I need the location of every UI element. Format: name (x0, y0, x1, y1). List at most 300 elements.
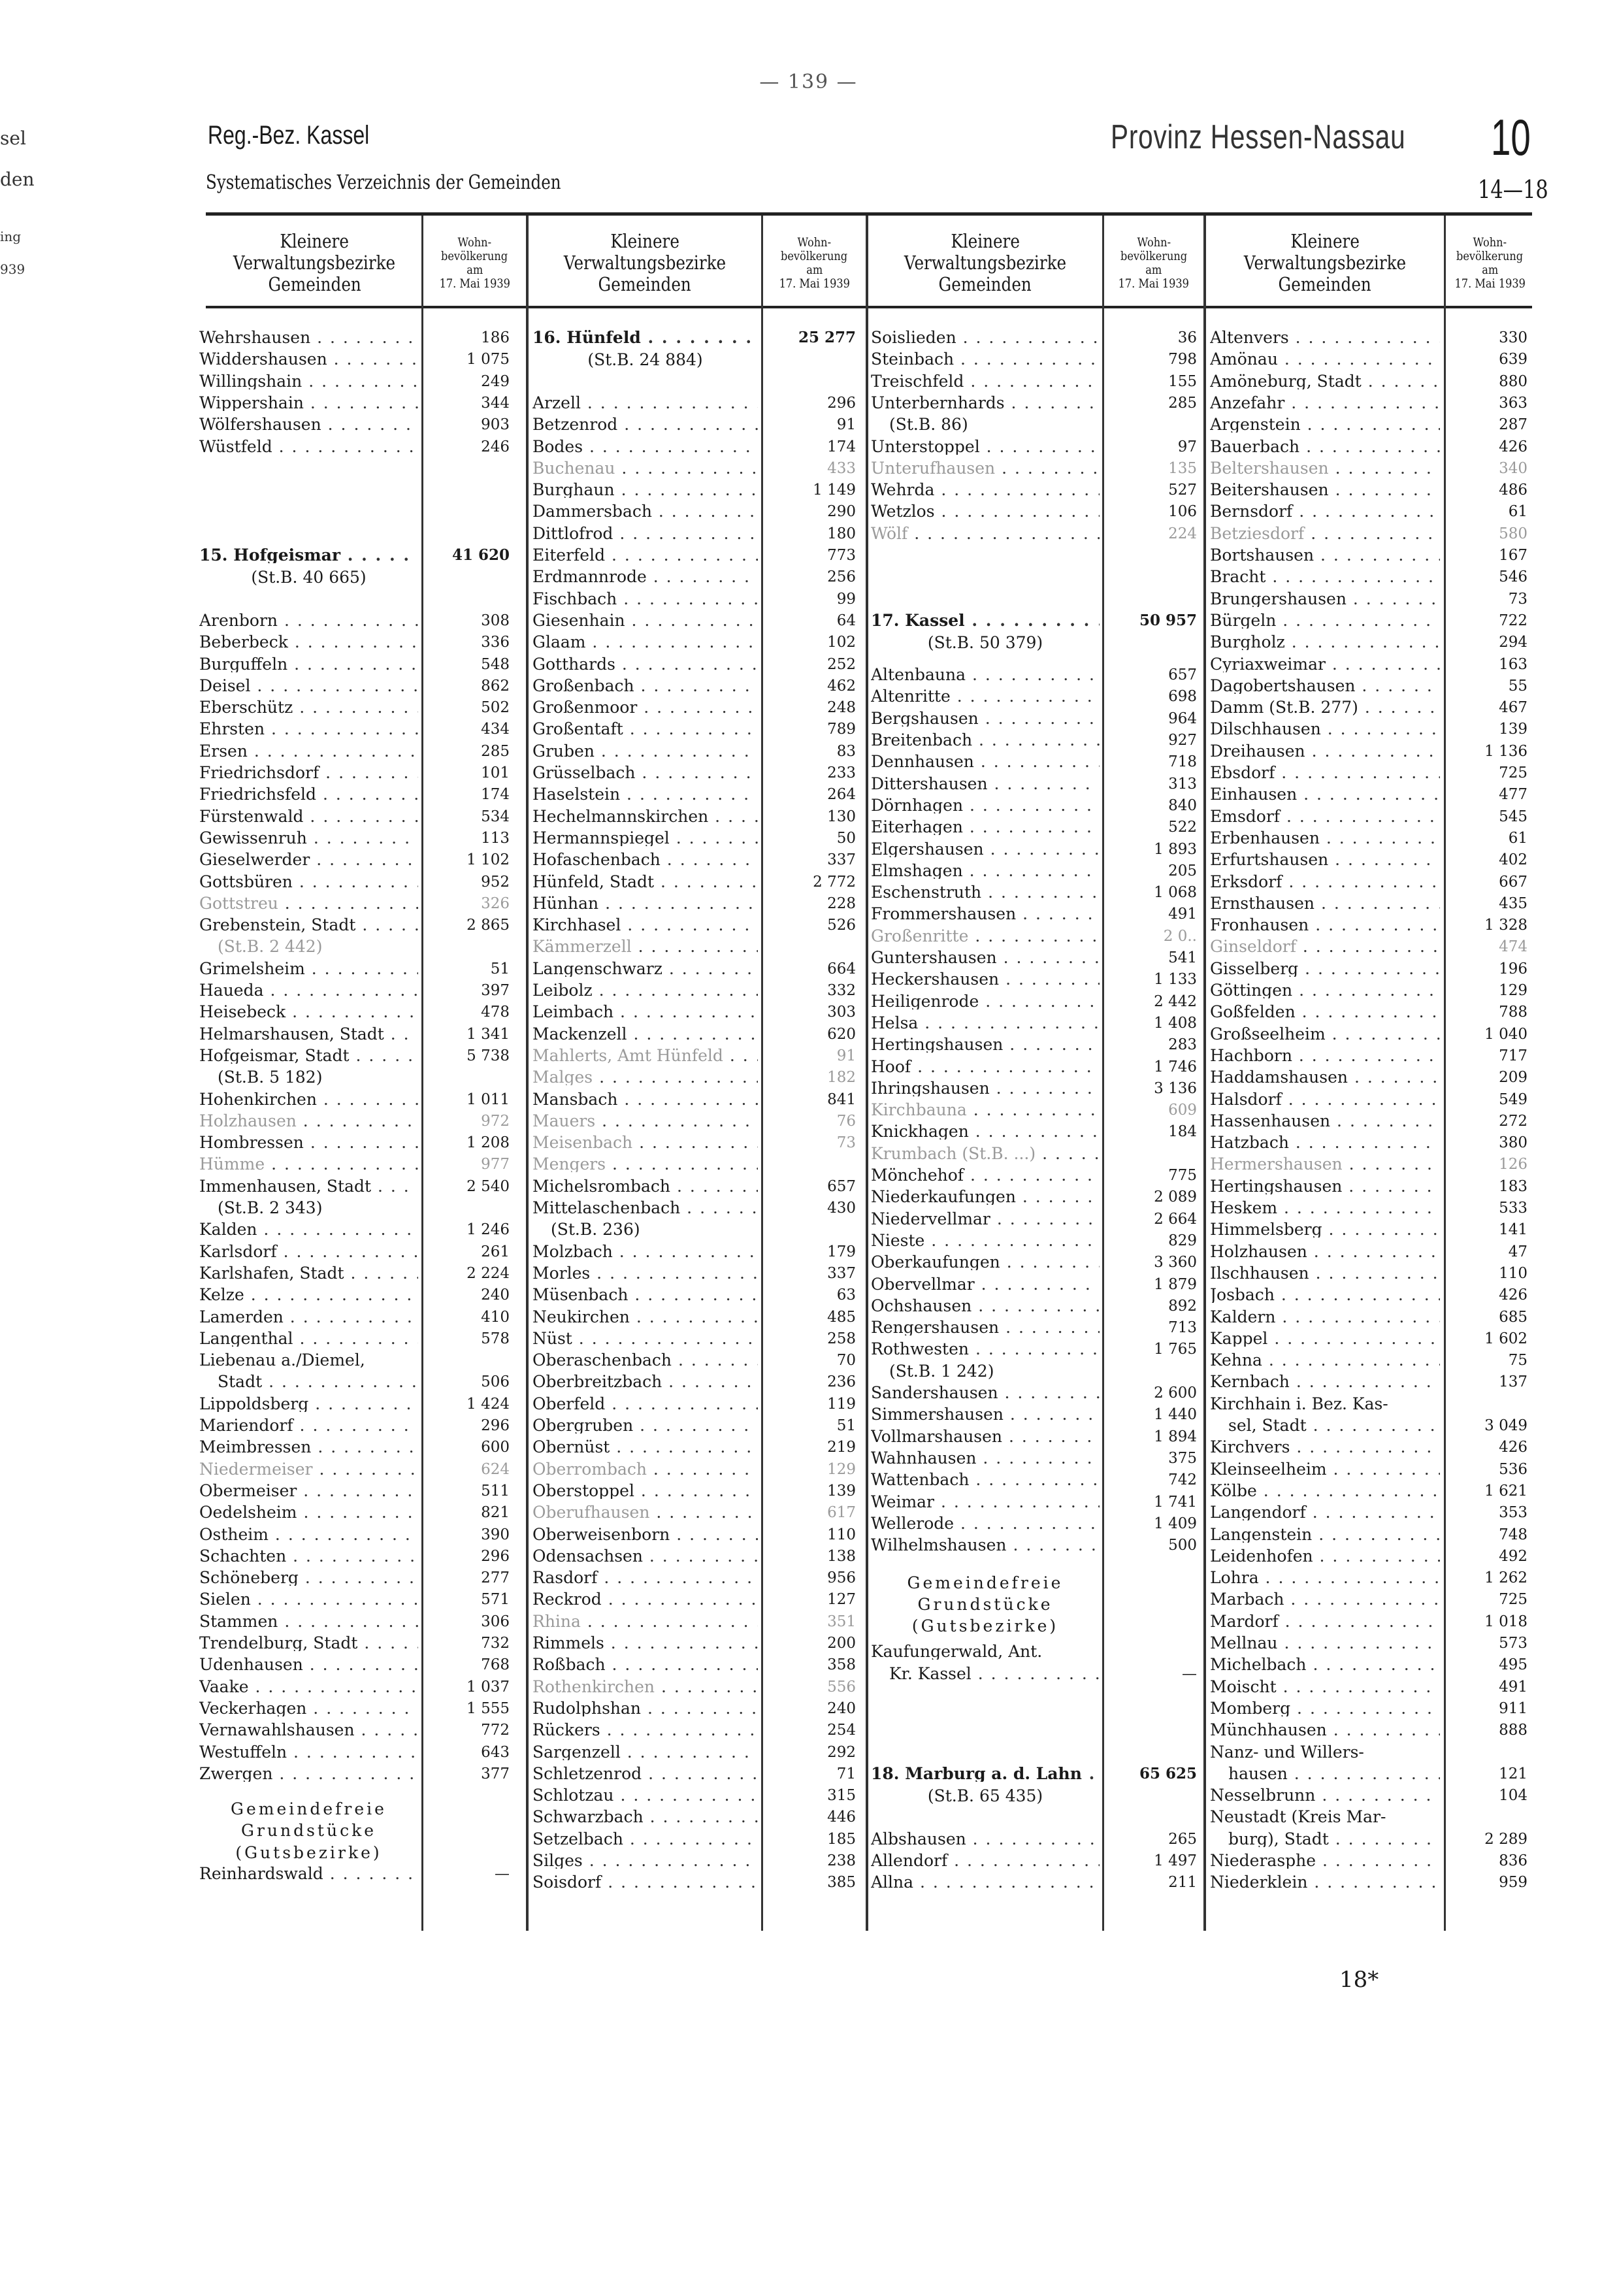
municipality-name: Allendorf . . . (871, 1853, 1100, 1869)
population-value: 294 (1499, 634, 1527, 651)
municipality-name: Elgershausen . . . (871, 842, 1100, 857)
population-value: 911 (1499, 1699, 1527, 1717)
municipality-name: Neustadt (Kreis Mar- (1210, 1809, 1386, 1826)
municipality-name: Mansbach . . . (532, 1092, 758, 1107)
table-row (1210, 482, 1527, 498)
population-value: 119 (827, 1395, 856, 1413)
table-row (532, 1831, 856, 1847)
population-value: 264 (827, 786, 856, 804)
table-row (871, 667, 1197, 683)
municipality-name: Hachborn . . . (1210, 1048, 1440, 1064)
table-row (532, 830, 856, 846)
municipality-name: Vernawahlshausen . . . (199, 1722, 418, 1738)
municipality-name: Stadt . . . (218, 1374, 418, 1390)
table-row (532, 1026, 856, 1042)
population-value: 155 (1168, 372, 1197, 390)
municipality-name: Oberkaufungen . . . (871, 1255, 1100, 1270)
population-value: 491 (1168, 906, 1197, 923)
municipality-name: Rothenkirchen . . . (532, 1679, 758, 1695)
population-value: 526 (827, 917, 856, 934)
population-value: 952 (481, 873, 510, 891)
population-value: 1 037 (466, 1678, 510, 1696)
municipality-name: Oedelsheim . . . (199, 1505, 418, 1520)
population-value: 522 (1168, 819, 1197, 836)
population-value: 36 (1177, 329, 1197, 346)
table-row (871, 1081, 1197, 1096)
table-row (532, 1396, 856, 1412)
municipality-name: Buchenau . . . (532, 461, 758, 476)
municipality-name: Grebenstein, Stadt . . . (199, 917, 418, 933)
table-row (532, 1549, 856, 1564)
population-value: 2 224 (466, 1264, 510, 1282)
table-row (199, 721, 510, 737)
population-value: 1 208 (466, 1134, 510, 1152)
table-row (532, 1179, 856, 1194)
province-title: Provinz Hessen-Nassau (1111, 118, 1406, 156)
municipality-name: Helsa . . . (871, 1015, 1100, 1031)
municipality-name: Fischbach . . . (532, 591, 758, 607)
population-value: 50 (836, 829, 856, 847)
municipality-name: Ernsthausen . . . (1210, 896, 1440, 911)
population-value: 474 (1499, 938, 1527, 956)
municipality-name: Erbenhausen . . . (1210, 830, 1440, 846)
population-value: 296 (481, 1417, 510, 1434)
table-row (871, 1233, 1197, 1249)
municipality-name: Haddamshausen . . . (1210, 1070, 1440, 1085)
table-row (532, 1657, 856, 1673)
municipality-name: Großenmoor . . . (532, 700, 758, 715)
population-value: 477 (1499, 786, 1527, 804)
table-row (1210, 1614, 1527, 1630)
table-row (199, 1004, 510, 1020)
municipality-name: Bauerbach . . . (1210, 439, 1440, 455)
table-row (532, 1092, 856, 1107)
table-row (1210, 1701, 1527, 1716)
table-row (532, 439, 856, 455)
header-pop-col: Wohn- bevölkerung am 17. Mai 1939 (779, 235, 850, 291)
municipality-name: Niedervellmar . . . (871, 1211, 1100, 1227)
table-row (532, 1113, 856, 1129)
municipality-name: Bergshausen . . . (871, 711, 1100, 727)
municipality-name: Hoof . . . (871, 1059, 1100, 1075)
municipality-name: Nieste . . . (871, 1233, 1100, 1249)
table-row (199, 1287, 510, 1303)
municipality-name: Hombressen . . . (199, 1135, 418, 1151)
table-row (1210, 352, 1527, 367)
table-row (1210, 613, 1527, 629)
table-row (871, 374, 1197, 389)
population-value: 129 (827, 1460, 856, 1478)
table-row (199, 852, 510, 868)
table-row (532, 1745, 856, 1760)
municipality-name: Erdmannrode . . . (532, 569, 758, 585)
municipality-name: Vollmarshausen . . . (871, 1429, 1100, 1445)
municipality-name: Sargenzell . . . (532, 1745, 758, 1760)
municipality-name: Momberg . . . (1210, 1701, 1440, 1716)
section-heading: (Gutsbezirke) (911, 1616, 1059, 1636)
population-value: 571 (481, 1591, 510, 1609)
municipality-name: Michelbach . . . (1210, 1657, 1440, 1673)
municipality-name: Niedermeiser . . . (199, 1462, 418, 1477)
population-value: 725 (1499, 1591, 1527, 1609)
table-row (532, 1048, 856, 1064)
population-value: 2 664 (1154, 1210, 1197, 1228)
municipality-name: Michelsrombach . . . (532, 1179, 758, 1194)
municipality-name: Langendorf . . . (1210, 1505, 1440, 1520)
table-row (871, 1255, 1197, 1270)
table-row (1210, 874, 1527, 890)
municipality-name: Himmelsberg . . . (1210, 1222, 1440, 1238)
municipality-name: Wehrshausen . . . (199, 330, 418, 346)
table-row (199, 809, 510, 825)
population-value: 185 (827, 1830, 856, 1848)
table-row (532, 461, 856, 476)
population-value: 748 (1499, 1526, 1527, 1543)
table-row (871, 863, 1197, 879)
population-value: 249 (481, 372, 510, 390)
table-row (199, 874, 510, 890)
population-value: 272 (1499, 1112, 1527, 1130)
population-value: 91 (836, 1047, 856, 1064)
facing-page-fragment: den (0, 169, 35, 190)
table-row (199, 1026, 510, 1042)
population-value: 256 (827, 568, 856, 586)
table-row (199, 395, 510, 411)
table-row (199, 613, 510, 629)
table-row (532, 482, 856, 498)
table-row (199, 1070, 510, 1085)
population-value: 1 746 (1154, 1058, 1197, 1075)
table-row (1210, 1788, 1527, 1803)
facing-page-fragment: sel (0, 127, 26, 149)
municipality-name: Gisselberg . . . (1210, 961, 1440, 977)
population-value: 83 (836, 742, 856, 760)
population-value: 332 (827, 982, 856, 999)
table-row (199, 896, 510, 911)
divider (1203, 216, 1206, 1931)
population-value: 511 (481, 1482, 510, 1500)
table-row (199, 1701, 510, 1716)
municipality-name: Ebsdorf . . . (1210, 765, 1440, 781)
population-value: 541 (1168, 949, 1197, 967)
municipality-name: Langenstein . . . (1210, 1527, 1440, 1543)
municipality-name: (St.B. 236) (551, 1222, 640, 1238)
population-value: 903 (481, 416, 510, 434)
table-row (871, 928, 1197, 944)
population-value: 390 (481, 1526, 510, 1543)
population-value: 888 (1499, 1722, 1527, 1739)
district-row (871, 1766, 1197, 1782)
table-row (532, 1353, 856, 1368)
population-value: 548 (481, 655, 510, 673)
population-value: 773 (827, 547, 856, 564)
table-row (199, 678, 510, 694)
municipality-name: Soislieden . . . (871, 330, 1100, 346)
municipality-name: 16. Hünfeld . . . (532, 330, 758, 346)
table-row (871, 1666, 1197, 1682)
population-value: 1 424 (466, 1395, 510, 1413)
population-value: 236 (827, 1373, 856, 1391)
municipality-name: Rengershausen . . . (871, 1320, 1100, 1336)
municipality-name: Rhina . . . (532, 1614, 758, 1630)
population-value: 713 (1168, 1319, 1197, 1337)
municipality-name: Hermershausen . . . (1210, 1156, 1440, 1172)
municipality-name: Hünfeld, Stadt . . . (532, 874, 758, 890)
population-value: 285 (1168, 394, 1197, 412)
table-row (1210, 1635, 1527, 1651)
municipality-name: Wehrda . . . (871, 482, 1100, 498)
population-value: 446 (827, 1809, 856, 1826)
municipality-name: Münchhausen . . . (1210, 1722, 1440, 1738)
municipality-name: Holzhausen . . . (199, 1113, 418, 1129)
population-value: 183 (1499, 1177, 1527, 1195)
table-row (1210, 1679, 1527, 1695)
municipality-name: Westuffeln . . . (199, 1745, 418, 1760)
table-row (532, 1853, 856, 1869)
population-value: 51 (490, 960, 510, 977)
municipality-name: Wattenbach . . . (871, 1472, 1100, 1488)
municipality-name: Moischt . . . (1210, 1679, 1440, 1695)
population-value: 639 (1499, 351, 1527, 369)
table-row (1210, 1179, 1527, 1194)
table-row (199, 961, 510, 977)
population-value: 956 (827, 1569, 856, 1587)
table-row (532, 634, 856, 650)
municipality-name: Beitershausen . . . (1210, 482, 1440, 498)
population-value: 964 (1168, 710, 1197, 727)
table-row (532, 852, 856, 868)
population-value: 129 (1499, 982, 1527, 999)
municipality-name: Hünhan . . . (532, 896, 758, 911)
population-value: 1 879 (1154, 1275, 1197, 1293)
population-value: 363 (1499, 394, 1527, 412)
district-stb-note: (St.B. 65 435) (927, 1786, 1043, 1806)
municipality-name: Elmshagen . . . (871, 863, 1100, 879)
municipality-name: Leidenhofen . . . (1210, 1549, 1440, 1564)
population-value: 549 (1499, 1091, 1527, 1108)
municipality-name: Lamerden . . . (199, 1309, 418, 1325)
municipality-name: Malges . . . (532, 1070, 758, 1085)
municipality-name: Morles . . . (532, 1266, 758, 1281)
population-value: 313 (1168, 775, 1197, 793)
municipality-name: Deisel . . . (199, 678, 418, 694)
municipality-name: Friedrichsdorf . . . (199, 765, 418, 781)
table-row (532, 1614, 856, 1630)
municipality-name: Amöneburg, Stadt . . . (1210, 374, 1440, 389)
municipality-name: Gruben . . . (532, 744, 758, 759)
municipality-name: Nanz- und Willers- (1210, 1744, 1364, 1760)
municipality-name: Willingshain . . . (199, 374, 418, 389)
population-value: 1 262 (1484, 1569, 1527, 1587)
municipality-name: Schachten . . . (199, 1549, 418, 1564)
table-row (1210, 1570, 1527, 1586)
population-value: 536 (1499, 1460, 1527, 1478)
municipality-name: Bracht . . . (1210, 569, 1440, 585)
table-row (1210, 939, 1527, 955)
population-value: 91 (836, 416, 856, 434)
municipality-name: Kaldern . . . (1210, 1309, 1440, 1325)
population-value: 283 (1168, 1036, 1197, 1054)
table-row (871, 1644, 1197, 1660)
municipality-name: Großseelheim . . . (1210, 1026, 1440, 1042)
table-row (532, 591, 856, 607)
municipality-name: Neukirchen . . . (532, 1309, 758, 1325)
municipality-name: Vaake . . . (199, 1679, 418, 1695)
population-value: 486 (1499, 482, 1527, 499)
municipality-name: Dittershausen . . . (871, 776, 1100, 792)
table-row (1210, 504, 1527, 519)
population-value: 252 (827, 655, 856, 673)
municipality-name: Argenstein . . . (1210, 417, 1440, 433)
municipality-name: Wilhelmshausen . . . (871, 1537, 1100, 1553)
municipality-name: Eiterhagen . . . (871, 819, 1100, 835)
municipality-name: Leimbach . . . (532, 1004, 758, 1020)
population-value: 426 (1499, 438, 1527, 455)
municipality-name: Burguffeln . . . (199, 657, 418, 672)
population-value: 1 341 (466, 1025, 510, 1043)
municipality-name: Liebenau a./Diemel, (199, 1353, 365, 1369)
table-row (199, 1092, 510, 1107)
municipality-name: Weimar . . . (871, 1494, 1100, 1510)
municipality-name: Obernüst . . . (532, 1439, 758, 1455)
population-value: 506 (481, 1373, 510, 1391)
table-row (1210, 1048, 1527, 1064)
table-row (532, 961, 856, 977)
population-value: 402 (1499, 851, 1527, 869)
table-row (199, 330, 510, 346)
population-value: 184 (1168, 1123, 1197, 1141)
municipality-name: Unterbernhards . . . (871, 395, 1100, 411)
table-row (1210, 395, 1527, 411)
table-row (532, 1374, 856, 1390)
population-value: 426 (1499, 1439, 1527, 1456)
municipality-name: Heisebeck . . . (199, 1004, 418, 1020)
municipality-name: Meimbressen . . . (199, 1439, 418, 1455)
table-row (199, 1439, 510, 1455)
municipality-name: Kaufungerwald, Ant. (871, 1644, 1043, 1660)
municipality-name: Simmershausen . . . (871, 1407, 1100, 1422)
population-value: 768 (481, 1656, 510, 1674)
table-row (1210, 1766, 1527, 1782)
population-value: 798 (1168, 351, 1197, 369)
table-row (871, 885, 1197, 900)
municipality-name: Oberbreitzbach . . . (532, 1374, 758, 1390)
table-row (1210, 896, 1527, 911)
table-row (532, 1418, 856, 1434)
population-value: 433 (827, 459, 856, 477)
table-row (199, 1570, 510, 1586)
population-value: 337 (827, 851, 856, 869)
table-row (871, 1831, 1197, 1847)
district-range: 14—18 (1478, 175, 1548, 204)
table-row (1210, 678, 1527, 694)
table-row (871, 732, 1197, 748)
municipality-name: Ochshausen . . . (871, 1298, 1100, 1314)
population-value: 1 133 (1154, 971, 1197, 989)
table-row (532, 1788, 856, 1803)
population-value: 63 (836, 1287, 856, 1304)
municipality-name: Mönchehof . . . (871, 1168, 1100, 1183)
population-value: 246 (481, 438, 510, 455)
table-row (871, 504, 1197, 519)
section-heading: Gemeindefreie (907, 1573, 1064, 1592)
municipality-name: Molzbach . . . (532, 1244, 758, 1260)
table-row (871, 1407, 1197, 1422)
population-value: 685 (1499, 1308, 1527, 1326)
municipality-name: Widdershausen . . . (199, 352, 418, 367)
population-value: 2 0.. (1163, 927, 1197, 945)
table-row (871, 1451, 1197, 1466)
population-value: — (495, 1865, 510, 1882)
municipality-name: Knickhagen . . . (871, 1124, 1100, 1140)
municipality-name: Kernbach . . . (1210, 1374, 1440, 1390)
population-value: 106 (1168, 503, 1197, 521)
population-value: 435 (1499, 894, 1527, 912)
municipality-name: Giesenhain . . . (532, 613, 758, 629)
divider (526, 216, 529, 1931)
municipality-name: Gewissenruh . . . (199, 830, 418, 846)
municipality-name: 18. Marburg a. d. Lahn . . . (871, 1766, 1100, 1782)
table-row (532, 504, 856, 519)
municipality-name: Oberufhausen . . . (532, 1505, 758, 1520)
municipality-name: Heckershausen . . . (871, 972, 1100, 987)
table-row (871, 972, 1197, 987)
population-value: 61 (1508, 829, 1527, 847)
municipality-name: Eberschütz . . . (199, 700, 418, 715)
population-value: 167 (1499, 547, 1527, 564)
table-row (532, 700, 856, 715)
table-row (199, 417, 510, 433)
population-value: 657 (827, 1177, 856, 1195)
population-value: 821 (481, 1504, 510, 1522)
population-value: 892 (1168, 1297, 1197, 1315)
population-value: 3 049 (1484, 1417, 1527, 1434)
population-value: 841 (827, 1091, 856, 1108)
table-row (199, 917, 510, 933)
signature-mark: 18* (1339, 1967, 1379, 1993)
municipality-name: Altenvers . . . (1210, 330, 1440, 346)
municipality-name: Schwarzbach . . . (532, 1809, 758, 1825)
municipality-name: Obermeiser . . . (199, 1483, 418, 1499)
header-pop-col: Wohn- bevölkerung am 17. Mai 1939 (439, 235, 510, 291)
municipality-name: sel, Stadt . . . (1228, 1418, 1440, 1434)
table-row (532, 548, 856, 563)
municipality-name: Reckrod . . . (532, 1592, 758, 1607)
table-row (1210, 634, 1527, 650)
table-row (1210, 417, 1527, 433)
table-row (1210, 461, 1527, 476)
municipality-name: Altenritte . . . (871, 689, 1100, 704)
municipality-name: Erksdorf . . . (1210, 874, 1440, 890)
population-value: 358 (827, 1656, 856, 1674)
municipality-name: Sandershausen . . . (871, 1385, 1100, 1401)
population-value: 580 (1499, 525, 1527, 542)
table-row (871, 417, 1197, 433)
municipality-name: Ehrsten . . . (199, 721, 418, 737)
table-row (532, 874, 856, 890)
table-row (199, 983, 510, 998)
table-row (1210, 721, 1527, 737)
table-row (532, 1331, 856, 1347)
table-row (871, 906, 1197, 922)
table-row (199, 1309, 510, 1325)
table-row (199, 1048, 510, 1064)
population-value: 500 (1168, 1537, 1197, 1554)
municipality-name: 17. Kassel . . . (871, 613, 1100, 629)
population-value: 99 (836, 590, 856, 608)
municipality-name: Kleinseelheim . . . (1210, 1462, 1440, 1477)
population-value: 836 (1499, 1852, 1527, 1869)
